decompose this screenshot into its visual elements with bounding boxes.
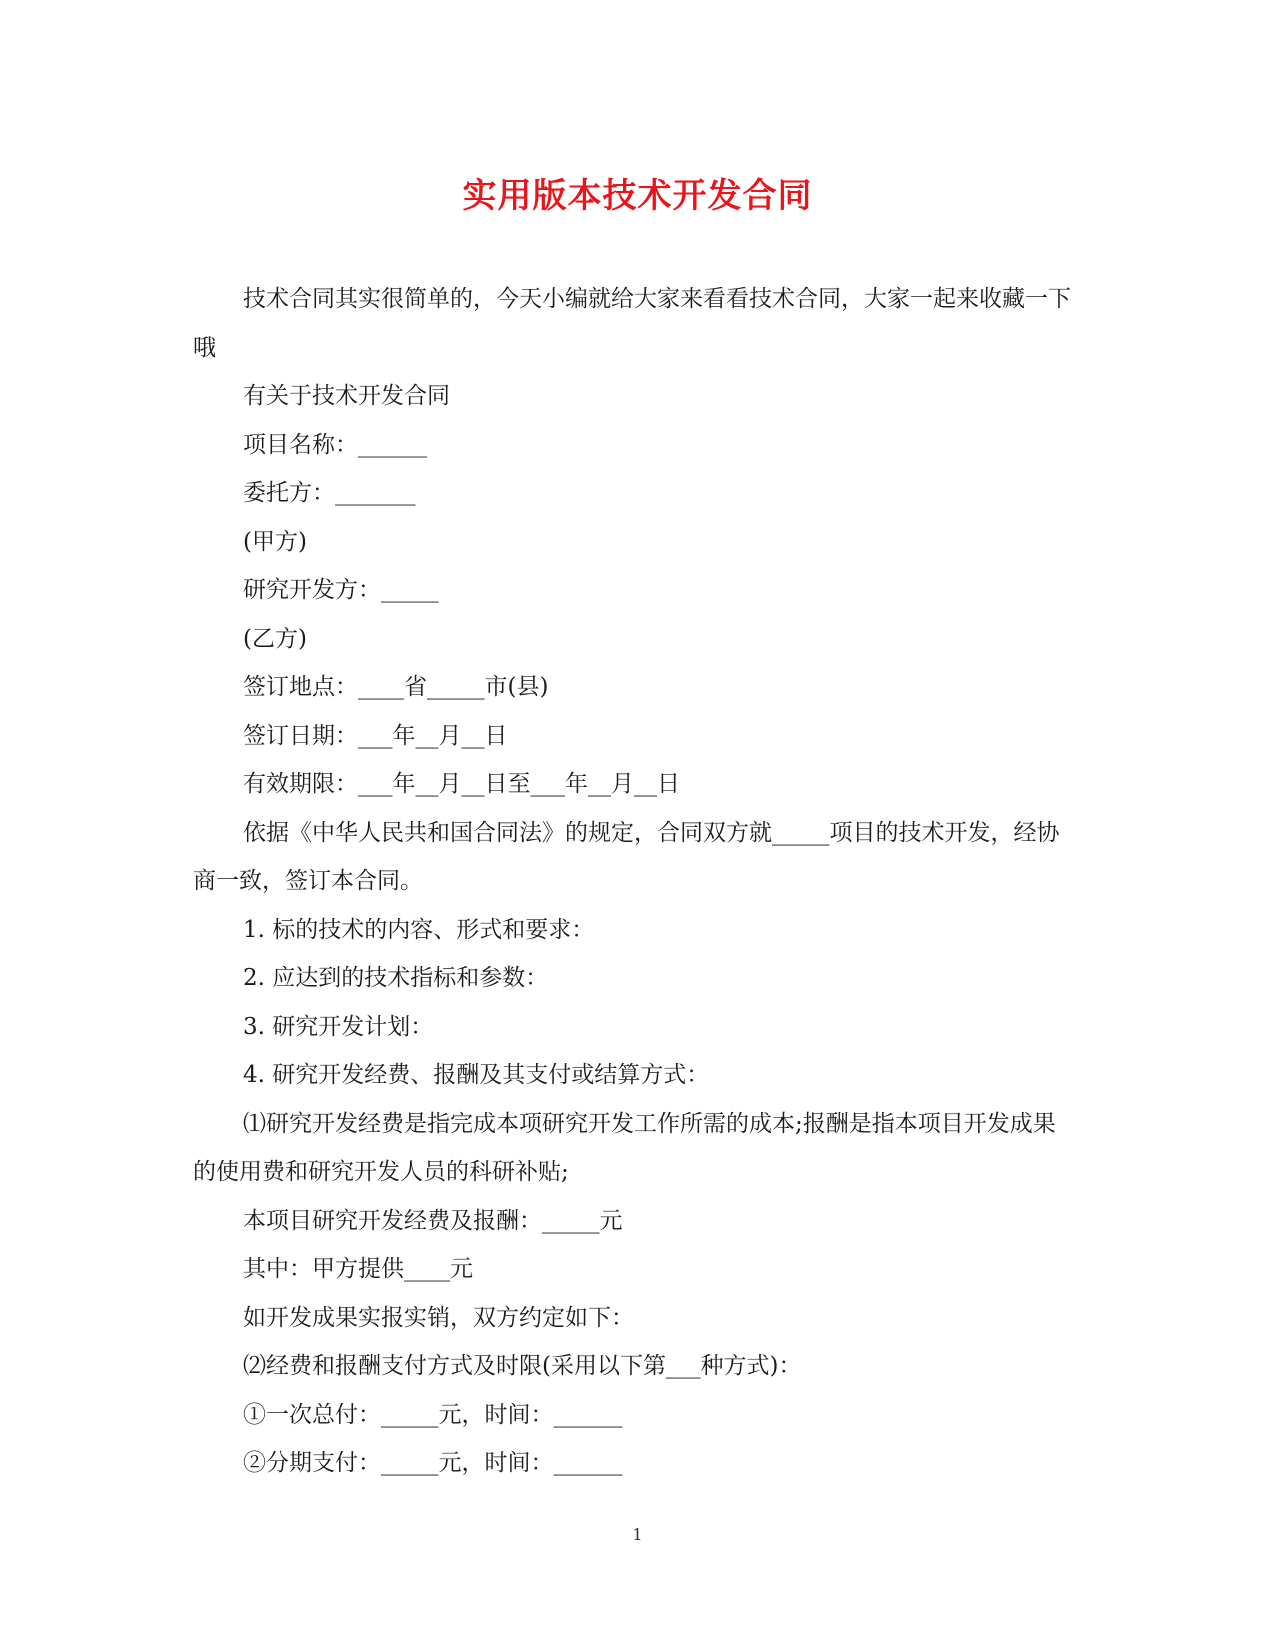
field-party-a-funding: 其中：甲方提供____元 xyxy=(243,1256,473,1282)
field-project-name: 项目名称：______ xyxy=(243,431,427,458)
party-b-label: (乙方) xyxy=(243,625,307,652)
clause-2: 2. 应达到的技术指标和参数： xyxy=(243,965,549,991)
field-developer: 研究开发方：_____ xyxy=(243,577,439,603)
paragraph-legal-basis: 依据《中华人民共和国合同法》的规定，合同双方就_____项目的技术开发，经协商一致，签订本合同。 xyxy=(193,819,1060,894)
document-title: 实用版本技术开发合同 xyxy=(462,176,813,216)
field-signing-date: 签订日期：___年__月__日 xyxy=(243,722,508,749)
clause-4: 4. 研究开发经费、报酬及其支付或结算方式： xyxy=(243,1062,710,1088)
clause-3: 3. 研究开发计划： xyxy=(243,1013,434,1040)
clause-4-1: ⑴研究开发经费是指完成本项研究开发工作所需的成本;报酬是指本项目开发成果的使用费和研究开发人员的科研补贴; xyxy=(193,1110,1056,1185)
paragraph-heading: 有关于技术开发合同 xyxy=(243,383,450,409)
field-total-funding: 本项目研究开发经费及报酬：_____元 xyxy=(243,1207,623,1234)
clause-4-2: ⑵经费和报酬支付方式及时限(采用以下第___种方式)： xyxy=(243,1353,802,1379)
option-installments: ②分期支付：_____元，时间：______ xyxy=(243,1450,623,1476)
page-number: 1 xyxy=(632,1525,643,1544)
document-body xyxy=(193,275,1073,1488)
clause-1: 1. 标的技术的内容、形式和要求： xyxy=(243,916,595,943)
party-a-label: (甲方) xyxy=(243,528,307,555)
paragraph-intro: 技术合同其实很简单的，今天小编就给大家来看看技术合同，大家一起来收藏一下哦 xyxy=(193,286,1071,361)
option-lump-sum: ①一次总付：_____元，时间：______ xyxy=(243,1401,623,1428)
field-client: 委托方：_______ xyxy=(243,480,416,506)
field-signing-place: 签订地点：____省_____市(县) xyxy=(243,674,549,700)
field-validity-period: 有效期限：___年__月__日至___年__月__日 xyxy=(243,771,680,797)
paragraph-reimbursement: 如开发成果实报实销，双方约定如下： xyxy=(243,1304,634,1331)
